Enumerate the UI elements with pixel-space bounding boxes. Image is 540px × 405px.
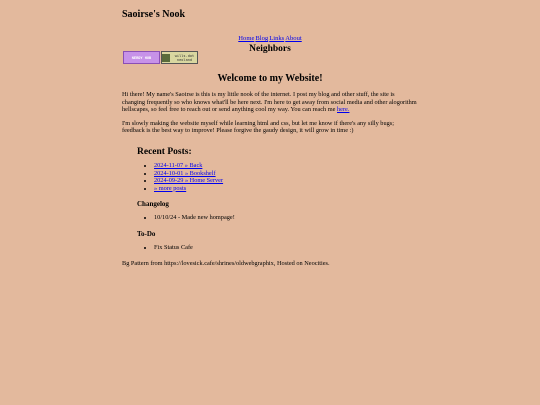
- recent-posts-section: [137, 146, 418, 252]
- footer-credits: Bg Pattern from https://lovesick.cafe/shrines/oldwebgraphix, Hosted on Neocities.: [122, 259, 330, 267]
- changelog-title: Changelog: [137, 200, 169, 209]
- welcome-heading: Welcome to my Website!: [217, 73, 323, 84]
- intro-text: Hi there! My name's Saoirse is this is my little nook of the internet. I post my blog and other stuff, the site is changing frequently so who knows what'll be here next. I'm here to get away from social media and other alogorithm hellscapes, so feel free to reach out or send anything cool my way. You can reach me: [122, 91, 417, 114]
- page: [122, 0, 418, 267]
- contact-link[interactable]: here.: [337, 106, 350, 114]
- recent-posts-list: [137, 162, 418, 192]
- neighbor-badge-label: wills.dot neoland: [174, 53, 195, 62]
- more-posts-link[interactable]: » more posts: [154, 184, 187, 192]
- changelog-list: [137, 214, 418, 222]
- post-link-bookshelf[interactable]: 2024-10-01 » Bookshelf: [154, 169, 216, 177]
- intro-paragraph: [122, 91, 418, 114]
- site-title: Saoirse's Nook: [122, 9, 186, 20]
- nav-link-links[interactable]: Links: [269, 35, 285, 42]
- list-item: [154, 177, 418, 185]
- neighbor-badge-label: NERDY HUB: [131, 55, 152, 60]
- nav-link-about[interactable]: About: [285, 35, 302, 42]
- post-link-back[interactable]: 2024-11-07 » Back: [154, 161, 203, 169]
- list-item: [154, 185, 418, 193]
- nav-bar: [122, 35, 418, 43]
- nav-link-blog[interactable]: Blog: [255, 35, 269, 42]
- nav-link-home[interactable]: Home: [238, 35, 255, 42]
- note-paragraph: I'm slowly making the website myself while learning html and css, but let me know if there's any silly bugs; feedback is the best way to improve! Please forgive the gaudy design, it will grow in time :): [122, 119, 394, 135]
- list-item: [154, 170, 418, 178]
- todo-title: To-Do: [137, 229, 156, 238]
- list-item: • 10/10/24 - Made new hompage!: [154, 214, 418, 222]
- neighbors-title: Neighbors: [249, 44, 291, 54]
- list-item: • Fix Status Cafe: [154, 244, 418, 252]
- neighbors-section: [122, 44, 418, 60]
- recent-posts-title: Recent Posts:: [137, 146, 192, 157]
- todo-list: [137, 244, 418, 252]
- list-item: [154, 162, 418, 170]
- post-link-home-server[interactable]: 2024-09-29 » Home Server: [154, 177, 224, 185]
